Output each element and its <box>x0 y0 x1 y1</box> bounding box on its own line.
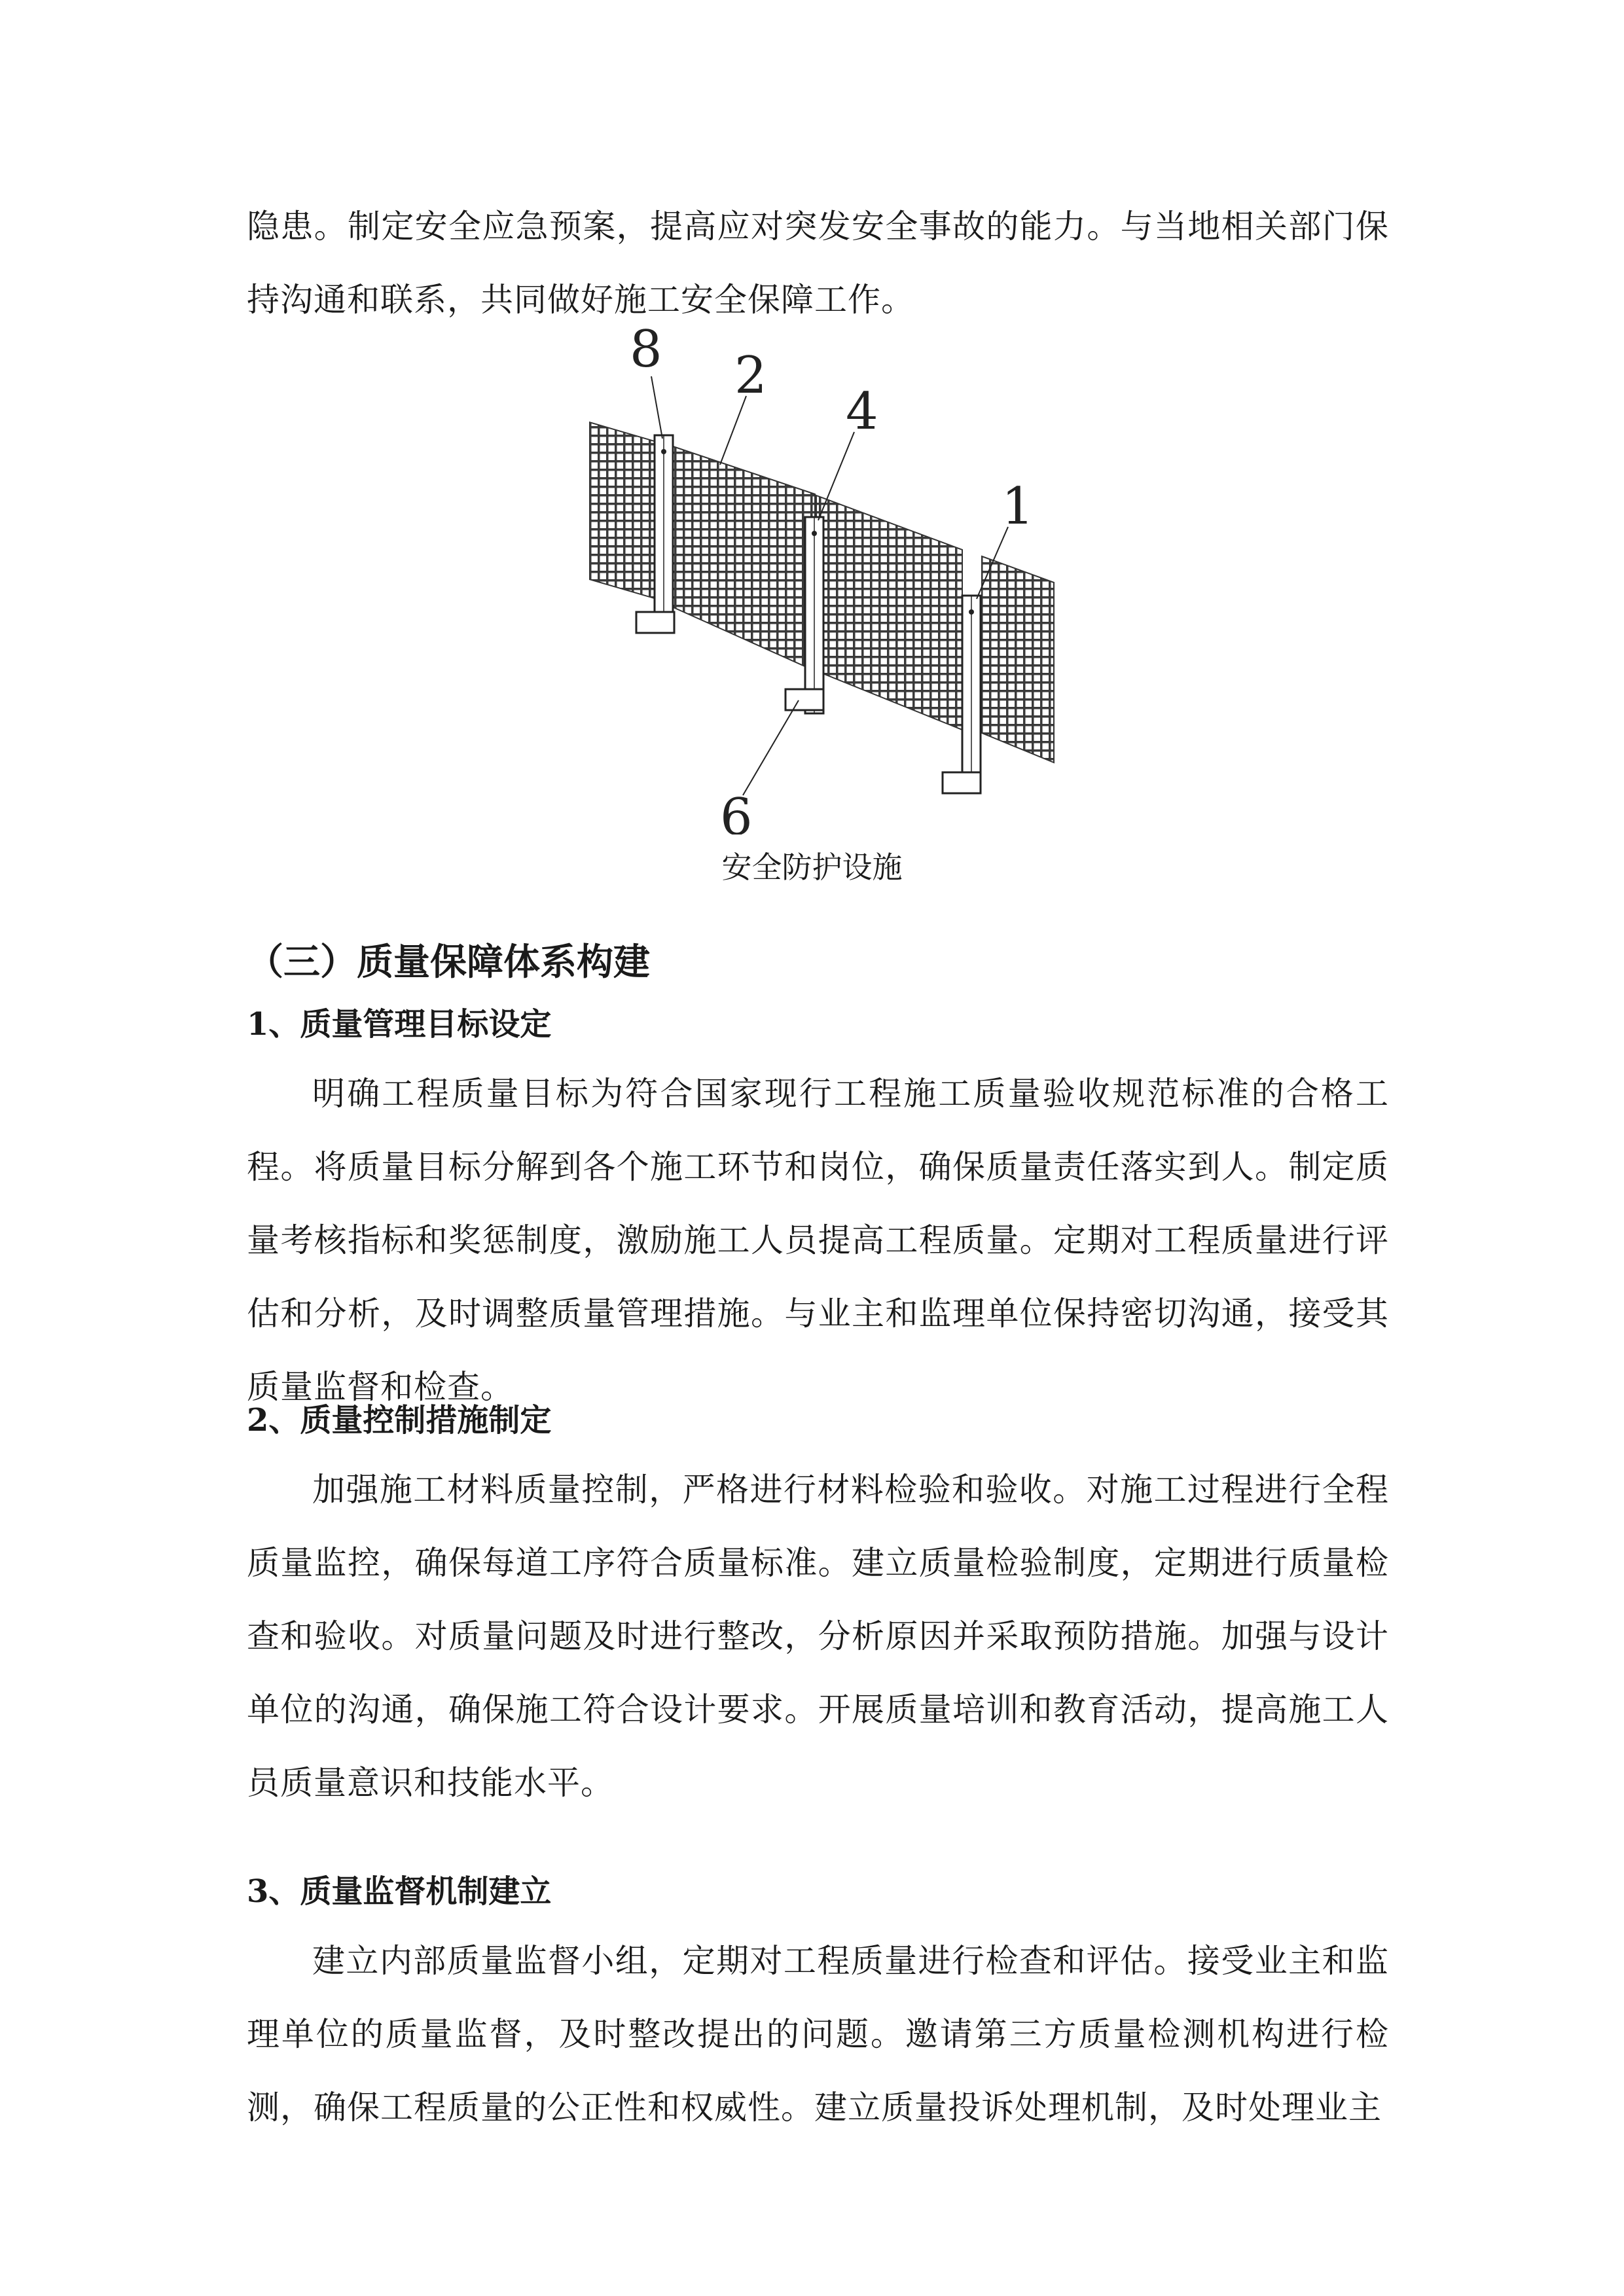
figure-label-6: 6 <box>720 788 753 834</box>
mesh-panel-middle <box>669 445 815 671</box>
subsection-heading-1: 1、质量管理目标设定 <box>247 1006 552 1043</box>
mesh-panel-end <box>982 556 1054 762</box>
subsection-body-3: 建立内部质量监督小组，定期对工程质量进行检查和评估。接受业主和监理单位的质量监督，及时整改提出的问题。邀请第三方质量检测机构进行检测，确保工程质量的公正性和权威性。建立质量投诉处理机制，及时处理业主 <box>247 1942 1389 2126</box>
figure-label-2: 2 <box>734 346 767 405</box>
mesh-panel-right <box>816 495 962 730</box>
figure-label-1: 1 <box>1001 477 1034 536</box>
intro-paragraph: 隐患。制定安全应急预案，提高应对突发安全事故的能力。与当地相关部门保持沟通和联系，共同做好施工安全保障工作。 <box>247 207 1389 319</box>
safety-fence-figure <box>589 324 1060 834</box>
leader-line-6 <box>743 700 799 795</box>
subsection-heading-3: 3、质量监督机制建立 <box>247 1873 552 1910</box>
section-title: （三）质量保障体系构建 <box>247 941 650 984</box>
subsection-body-1: 明确工程质量目标为符合国家现行工程施工质量验收规范标准的合格工程。将质量目标分解到各个施工环节和岗位，确保质量责任落实到人。制定质量考核指标和奖惩制度，激励施工人员提高工程质量。定期对工程质量进行评估和分析，及时调整质量管理措施。与业主和监理单位保持密切沟通，接受其质量监督和检查。 <box>247 1075 1389 1406</box>
subsection-body-2: 加强施工材料质量控制，严格进行材料检验和验收。对施工过程进行全程质量监控，确保每道工序符合质量标准。建立质量检验制度，定期进行质量检查和验收。对质量问题及时进行整改，分析原因并采取预防措施。加强与设计单位的沟通，确保施工符合设计要求。开展质量培训和教育活动，提高施工人员质量意识和技能水平。 <box>247 1471 1389 1802</box>
figure-label-4: 4 <box>846 382 878 441</box>
leader-line-8 <box>651 376 662 439</box>
subsection-heading-2: 2、质量控制措施制定 <box>247 1402 552 1439</box>
figure-caption: 安全防护设施 <box>721 850 903 885</box>
figure-label-8: 8 <box>630 324 662 379</box>
leader-line-2 <box>720 396 746 465</box>
